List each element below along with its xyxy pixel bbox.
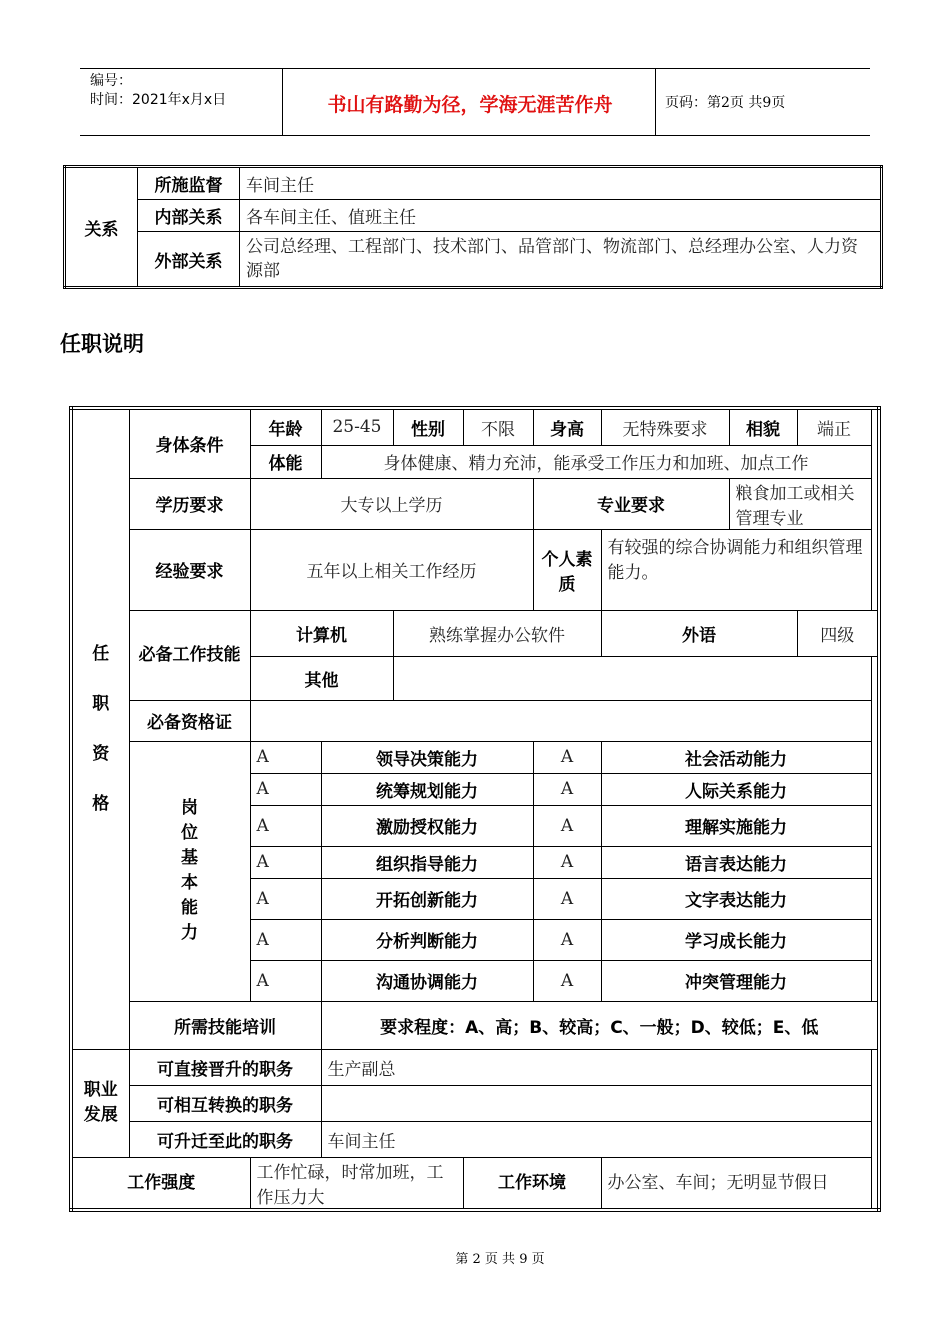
rotate-label: 可相互转换的职务	[129, 1085, 321, 1121]
ability-name: 学习成长能力	[601, 919, 871, 960]
header-divider	[282, 68, 283, 136]
doc-number: 编号：	[90, 73, 132, 89]
relations-table	[63, 165, 883, 289]
ability-name: 激励授权能力	[321, 805, 533, 846]
ability-grade: A	[250, 878, 321, 919]
page-header	[80, 68, 870, 136]
relation-value: 车间主任	[240, 167, 882, 200]
ability-name: 社会活动能力	[601, 741, 871, 773]
age-label: 年龄	[250, 408, 321, 445]
work-intensity-label: 工作强度	[71, 1157, 250, 1210]
experience-label: 经验要求	[129, 529, 250, 610]
skills-label: 必备工作技能	[129, 610, 250, 700]
career-label: 职业发展	[71, 1049, 129, 1157]
training-label: 所需技能培训	[129, 1001, 321, 1049]
work-intensity-value: 工作忙碌，时常加班，工作压力大	[250, 1157, 463, 1210]
relations-group-label: 关系	[65, 167, 138, 288]
ability-grade: A	[533, 960, 601, 1001]
ability-grade: A	[250, 741, 321, 773]
height-value: 无特殊要求	[601, 408, 729, 445]
ability-name: 分析判断能力	[321, 919, 533, 960]
age-value: 25-45	[321, 408, 393, 445]
certificate-label: 必备资格证	[129, 700, 250, 741]
quality-label: 个人素质	[533, 529, 601, 610]
work-env-value: 办公室、车间；无明显节假日	[601, 1157, 871, 1210]
rotate-value	[321, 1085, 871, 1121]
relation-label: 所施监督	[138, 167, 240, 200]
abilities-label: 岗 位 基 本 能 力	[129, 741, 250, 1001]
experience-value: 五年以上相关工作经历	[250, 529, 533, 610]
ability-name: 理解实施能力	[601, 805, 871, 846]
training-scale: 要求程度：A、高；B、较高；C、一般；D、较低；E、低	[321, 1001, 879, 1049]
header-bottom-rule	[80, 135, 870, 136]
computer-label: 计算机	[250, 610, 393, 656]
ability-name: 人际关系能力	[601, 773, 871, 805]
ability-grade: A	[533, 805, 601, 846]
fitness-value: 身体健康、精力充沛，能承受工作压力和加班、加点工作	[321, 445, 871, 478]
certificate-value	[250, 700, 871, 741]
looks-value: 端正	[797, 408, 871, 445]
gender-value: 不限	[463, 408, 533, 445]
ability-grade: A	[250, 846, 321, 878]
ability-grade: A	[533, 846, 601, 878]
ability-name: 冲突管理能力	[601, 960, 871, 1001]
ability-name: 语言表达能力	[601, 846, 871, 878]
header-motto: 书山有路勤为径，学海无涯苦作舟	[327, 94, 613, 116]
header-top-rule	[80, 68, 870, 69]
ability-grade: A	[533, 773, 601, 805]
from-value: 车间主任	[321, 1121, 871, 1157]
fitness-label: 体能	[250, 445, 321, 478]
major-label: 专业要求	[533, 478, 729, 529]
qualification-group-label: 任 职 资 格	[71, 408, 129, 1049]
header-meta	[90, 72, 226, 110]
relation-value: 公司总经理、工程部门、技术部门、品管部门、物流部门、总经理办公室、人力资源部	[240, 232, 882, 288]
promote-label: 可直接晋升的职务	[129, 1049, 321, 1085]
quality-value: 有较强的综合协调能力和组织管理能力。	[601, 529, 871, 610]
body-condition-label: 身体条件	[129, 408, 250, 478]
relation-value: 各车间主任、值班主任	[240, 200, 882, 232]
from-label: 可升迁至此的职务	[129, 1121, 321, 1157]
relation-label: 内部关系	[138, 200, 240, 232]
computer-value: 熟练掌握办公软件	[393, 610, 601, 656]
header-divider	[655, 68, 656, 136]
ability-name: 文字表达能力	[601, 878, 871, 919]
language-value: 四级	[797, 610, 879, 656]
ability-grade: A	[250, 773, 321, 805]
ability-grade: A	[250, 960, 321, 1001]
education-label: 学历要求	[129, 478, 250, 529]
ability-grade: A	[250, 805, 321, 846]
ability-name: 开拓创新能力	[321, 878, 533, 919]
ability-grade: A	[533, 878, 601, 919]
education-value: 大专以上学历	[250, 478, 533, 529]
looks-label: 相貌	[729, 408, 797, 445]
language-label: 外语	[601, 610, 797, 656]
ability-name: 统筹规划能力	[321, 773, 533, 805]
other-label: 其他	[250, 656, 393, 700]
gender-label: 性别	[393, 408, 463, 445]
height-label: 身高	[533, 408, 601, 445]
ability-name: 领导决策能力	[321, 741, 533, 773]
promote-value: 生产副总	[321, 1049, 871, 1085]
doc-time: 时间：2021年x月x日	[90, 92, 227, 108]
header-page-number: 页码：第2页 共9页	[665, 95, 786, 111]
major-value: 粮食加工或相关管理专业	[729, 478, 871, 529]
page-footer: 第 2 页 共 9 页	[455, 1252, 545, 1267]
ability-grade: A	[533, 741, 601, 773]
work-env-label: 工作环境	[463, 1157, 601, 1210]
ability-name: 沟通协调能力	[321, 960, 533, 1001]
qualification-table	[69, 406, 881, 1212]
ability-grade: A	[533, 919, 601, 960]
relation-label: 外部关系	[138, 232, 240, 288]
ability-grade: A	[250, 919, 321, 960]
section-title: 任职说明	[60, 332, 144, 356]
ability-name: 组织指导能力	[321, 846, 533, 878]
other-value	[393, 656, 871, 700]
